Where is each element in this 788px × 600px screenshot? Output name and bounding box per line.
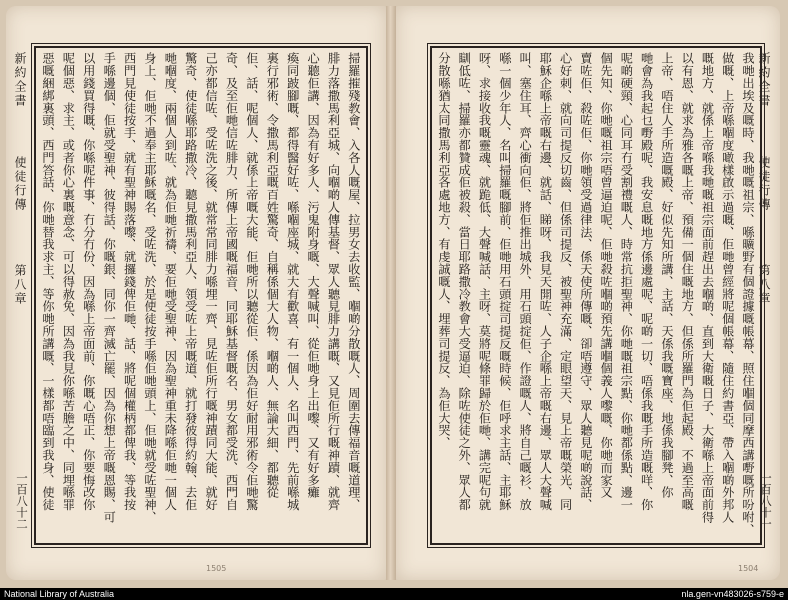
text-column: 呢個惡、求主、或者你心裏嘅意念、可以得赦免、因為我見你喺苦膽之中、同埋喺罪 — [61, 52, 76, 511]
left-chapter-title: 第八章 — [13, 264, 27, 306]
text-column: 做嘅、上帝喺嗰度噉樣啟示過嘅、佢哋曾經將呢個帳幕、隨住約書亞、帶入嗰啲外邦人 — [720, 52, 735, 524]
right-book-title: 新約全書 — [757, 52, 771, 108]
text-column: 個先知、你哋嘅祖宗唔曾逼迫呢、佢哋殺咗嗰啲預先講嗰個義人嚟嘅、你哋而家又 — [599, 52, 614, 499]
footer-library: National Library of Australia — [4, 589, 115, 599]
text-column: 叫、塞住耳、齊心衝向佢、將佢推出城外、用石頭掟佢、作證嘅人、將自己嘅衫、放 — [518, 52, 533, 511]
text-column: 以用錢買得嘅、你喺呢件事、冇分冇份、因為喺上帝面前、你嘅心唔正、你要悔改你 — [81, 52, 96, 511]
text-column: 耶穌企喺上帝嘅右邊、就話、睇呀、我見天開咗、人子企喺上帝嘅右邊、眾人大聲喊 — [538, 52, 553, 511]
text-column: 掃羅摧殘教會、入各人嘅屋、拉男女去收監、嗰啲分散嘅人、周圍去傳福音嘅道理、 — [346, 52, 361, 511]
right-folio: 一百八十一 — [759, 472, 773, 530]
text-column: 呀、求接收我嘅靈魂、就跪低、大聲喊話、主呀、莫將呢條罪歸於佢哋、講完呢句就 — [477, 52, 492, 511]
text-column: 哋嗰度、兩個人到咗、就為佢哋祈禱、要佢哋受聖神、因為聖神重未降喺佢哋一個人 — [163, 52, 178, 511]
text-column: 身上、佢哋不過奉主耶穌嘅名、受咗洗、於是使徒按手喺佢哋頭上、佢哋就受咗聖神、 — [142, 52, 157, 524]
left-text-columns — [40, 52, 362, 539]
text-column: 心聽佢講、因為有好多人、污鬼附身嘅、大聲喊叫、從佢哋身上出嚟、又有好多癱 — [306, 52, 321, 499]
text-column: 腓力落撒馬利亞城、向嗰啲人傳基督、眾人聽見腓力講嘅、又見佢所行嘅神蹟、就齊 — [326, 52, 341, 511]
book-gutter — [386, 6, 396, 580]
text-column: 西門見使徒按手、就有聖神賜落嚟、就攞錢俾佢哋、話、將呢個權柄都俾我、等我按 — [122, 52, 137, 511]
text-column: 瞓低咗、掃羅亦都贊成佢被殺、當日耶路撒冷教會大受逼迫、除咗使徒之外、眾人都 — [457, 52, 472, 511]
text-column: 手喺邊個、佢就受聖神、彼得話、你嘅銀、同你一齊滅亡罷、因為你想上帝嘅恩賜、可 — [102, 52, 117, 524]
text-column: 喺一個少年人、名叫掃羅嘅腳前、佢哋用石頭掟司提反嘅時候、佢呼求主話、主耶穌 — [497, 52, 512, 511]
text-column: 嘅地方、就係上帝喺我哋嘅祖宗面前趕出去嗰啲、直到大衛嘅日子、大衛喺上帝面前得 — [700, 52, 715, 524]
text-column: 哋會為我起乜嘢殿呢、我安息嘅地方係邊處呢、呢啲一切、唔係我嘅手所造嘅咩、你 — [639, 52, 654, 511]
text-column: 裏行邪術、令撒馬利亞嘅百姓驚奇、自稱係個大人物、嗰啲人、無論大細、都聽從 — [265, 52, 280, 499]
text-column: 驚奇、使徒喺耶路撒冷、聽見撒馬利亞人、領受咗上帝嘅道、就打發彼得約翰、去佢 — [183, 52, 198, 511]
text-column: 己亦都信咗、受咗洗之後、就常常同腓力喺埋一齊、見咗佢所行嘅神蹟同大能、就好 — [204, 52, 219, 511]
footer-identifier: nla.gen-vn483026-s759-e — [681, 589, 784, 599]
text-column: 佢、話、呢個人、就係上帝嘅大能、佢哋所以聽從佢、係因為佢好耐用邪術令佢哋驚 — [244, 52, 259, 511]
right-page — [396, 6, 780, 580]
left-pencil-note: 1505 — [206, 564, 227, 573]
right-section-title: 使徒行傳 — [757, 156, 771, 212]
text-column: 以有恩、就求為雅各嘅上帝、預備一個住嘅地方、但係所羅門為佢起殿、不過至高嘅 — [680, 52, 695, 511]
left-section-title: 使徒行傳 — [13, 156, 27, 212]
left-book-title: 新約全書 — [13, 52, 27, 108]
text-column: 奇、及至佢哋信咗腓力、所傳上帝國嘅福音、同耶穌基督嘅名、男女都受洗、西門自 — [224, 52, 239, 511]
text-column: 瘓同跛腳嘅、都得醫好咗、喺嗰座城、就大有歡喜、有一個人、名叫西門、先前喺城 — [285, 52, 300, 511]
text-column: 分散喺猶太同撒馬利亞各處地方、有虔誠嘅人、埋葬司提反、為佢大哭、 — [437, 52, 451, 449]
text-column: 上帝、唔住人手所造嘅殿、好似先知所講、主話、天係我嘅寶座、地係我腳凳、你 — [659, 52, 674, 499]
right-text-frame — [430, 46, 762, 545]
left-text-frame — [34, 46, 368, 545]
right-pencil-note: 1504 — [738, 564, 759, 573]
footer-bar — [0, 588, 788, 600]
text-column: 心好刺、就向司提反切齒、但係司提反、被聖神充滿、定眼望天、見上帝嘅榮光、同 — [558, 52, 573, 511]
text-column: 呢啲硬頸、心同耳冇受割禮嘅人、時常抗拒聖神、你哋嘅祖宗點、你哋都係點、邊一 — [619, 52, 634, 511]
text-column: 賣咗佢、殺咗佢、你哋領受過律法、係天使所傳嘅、卻唔遵守、眾人聽見呢啲說話、 — [578, 52, 593, 511]
text-column: 惡嘅綑綁裏頭、西門答話、你哋替我求主、等你哋所講嘅、一樣都唔臨到我身、使徒 — [41, 52, 55, 511]
left-folio: 一百八十二 — [15, 472, 29, 530]
left-page — [6, 6, 386, 580]
text-column: 我哋出埃及嘅時、我哋嘅祖宗、喺曠野有個證據嘅帳幕、照住嗰個同摩西講嘢嘅所吩咐、 — [740, 52, 755, 536]
right-chapter-title: 第八章 — [757, 264, 771, 306]
right-text-columns — [436, 52, 756, 539]
